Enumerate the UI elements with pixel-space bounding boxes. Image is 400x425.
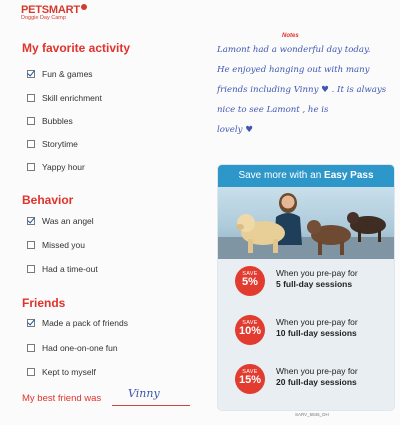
item-label: Was an angel — [42, 216, 94, 226]
save-badge — [235, 315, 265, 345]
dogs-illustration — [218, 187, 394, 259]
best-friend-value[interactable]: Vinny — [128, 387, 160, 400]
checkbox[interactable] — [27, 163, 35, 171]
item-label: Kept to myself — [42, 367, 96, 377]
friends-item[interactable] — [27, 341, 118, 355]
offer-15pct — [218, 357, 394, 403]
offer-5pct — [218, 259, 394, 305]
notes-line: lovely ♥ — [217, 125, 253, 135]
dogs-photo — [218, 187, 394, 259]
checkbox[interactable] — [27, 265, 35, 273]
favorite-item[interactable] — [27, 160, 85, 174]
offer-line1: When you pre-pay for — [276, 317, 358, 327]
offer-text — [276, 317, 391, 339]
favorite-item[interactable] — [27, 91, 102, 105]
offer-line2: 20 full-day sessions — [276, 377, 357, 387]
item-label: Bubbles — [42, 116, 73, 126]
save-badge — [235, 364, 265, 394]
petsmart-logo — [21, 4, 87, 21]
favorite-activity-heading: My favorite activity — [22, 41, 131, 55]
paw-icon — [81, 4, 87, 10]
item-label: Skill enrichment — [42, 93, 102, 103]
best-friend-label: My best friend was — [22, 393, 102, 404]
badge-save-text: SAVE — [242, 271, 258, 277]
item-label: Had one-on-one fun — [42, 343, 118, 353]
favorite-item[interactable] — [27, 67, 93, 81]
badge-percent: 10% — [238, 325, 262, 337]
checkbox[interactable] — [27, 241, 35, 249]
notes-line: Lamont had a wonderful day today. — [217, 45, 371, 55]
notes-heading: Notes — [282, 33, 299, 39]
checkbox[interactable] — [27, 140, 35, 148]
favorite-item[interactable] — [27, 114, 73, 128]
checkbox[interactable] — [27, 319, 35, 327]
form-code: SARV_5845_DH — [295, 412, 329, 417]
favorite-item[interactable] — [27, 137, 78, 151]
badge-save-text: SAVE — [242, 369, 258, 375]
offer-line1: When you pre-pay for — [276, 268, 358, 278]
item-label: Storytime — [42, 139, 78, 149]
item-label: Yappy hour — [42, 162, 85, 172]
easy-pass-title-strong: Easy Pass — [324, 170, 374, 181]
item-label: Missed you — [42, 240, 85, 250]
offer-line2: 5 full-day sessions — [276, 279, 353, 289]
easy-pass-title-prefix: Save more with an — [238, 170, 322, 181]
offer-text — [276, 268, 391, 290]
easy-pass-card — [218, 165, 394, 410]
offer-line1: When you pre-pay for — [276, 366, 358, 376]
item-label: Made a pack of friends — [42, 318, 128, 328]
behavior-heading: Behavior — [22, 193, 74, 207]
notes-line: nice to see Lamont , he is — [217, 105, 329, 115]
best-friend-line — [112, 405, 190, 406]
offer-line2: 10 full-day sessions — [276, 328, 357, 338]
offer-text — [276, 366, 391, 388]
offers-panel — [218, 259, 394, 410]
checkbox[interactable] — [27, 344, 35, 352]
badge-save-text: SAVE — [242, 320, 258, 326]
friends-heading: Friends — [22, 296, 66, 310]
badge-percent: 5% — [242, 276, 258, 288]
logo-brand: PETSMART — [21, 4, 80, 16]
friends-item[interactable] — [27, 365, 96, 379]
easy-pass-header — [218, 165, 394, 187]
logo-subtitle: Doggie Day Camp — [21, 15, 66, 21]
checkbox[interactable] — [27, 368, 35, 376]
item-label: Had a time-out — [42, 264, 98, 274]
save-badge — [235, 266, 265, 296]
behavior-item[interactable] — [27, 238, 85, 252]
checkbox[interactable] — [27, 117, 35, 125]
checkbox[interactable] — [27, 94, 35, 102]
notes-handwriting — [217, 40, 395, 140]
behavior-item[interactable] — [27, 262, 98, 276]
notes-line: He enjoyed hanging out with many — [217, 65, 370, 75]
notes-line: friends including Vinny ♥ . It is always — [217, 85, 387, 95]
item-label: Fun & games — [42, 69, 93, 79]
friends-item[interactable] — [27, 316, 128, 330]
behavior-item[interactable] — [27, 214, 94, 228]
offer-10pct — [218, 308, 394, 354]
checkbox[interactable] — [27, 70, 35, 78]
badge-percent: 15% — [238, 374, 262, 386]
checkbox[interactable] — [27, 217, 35, 225]
